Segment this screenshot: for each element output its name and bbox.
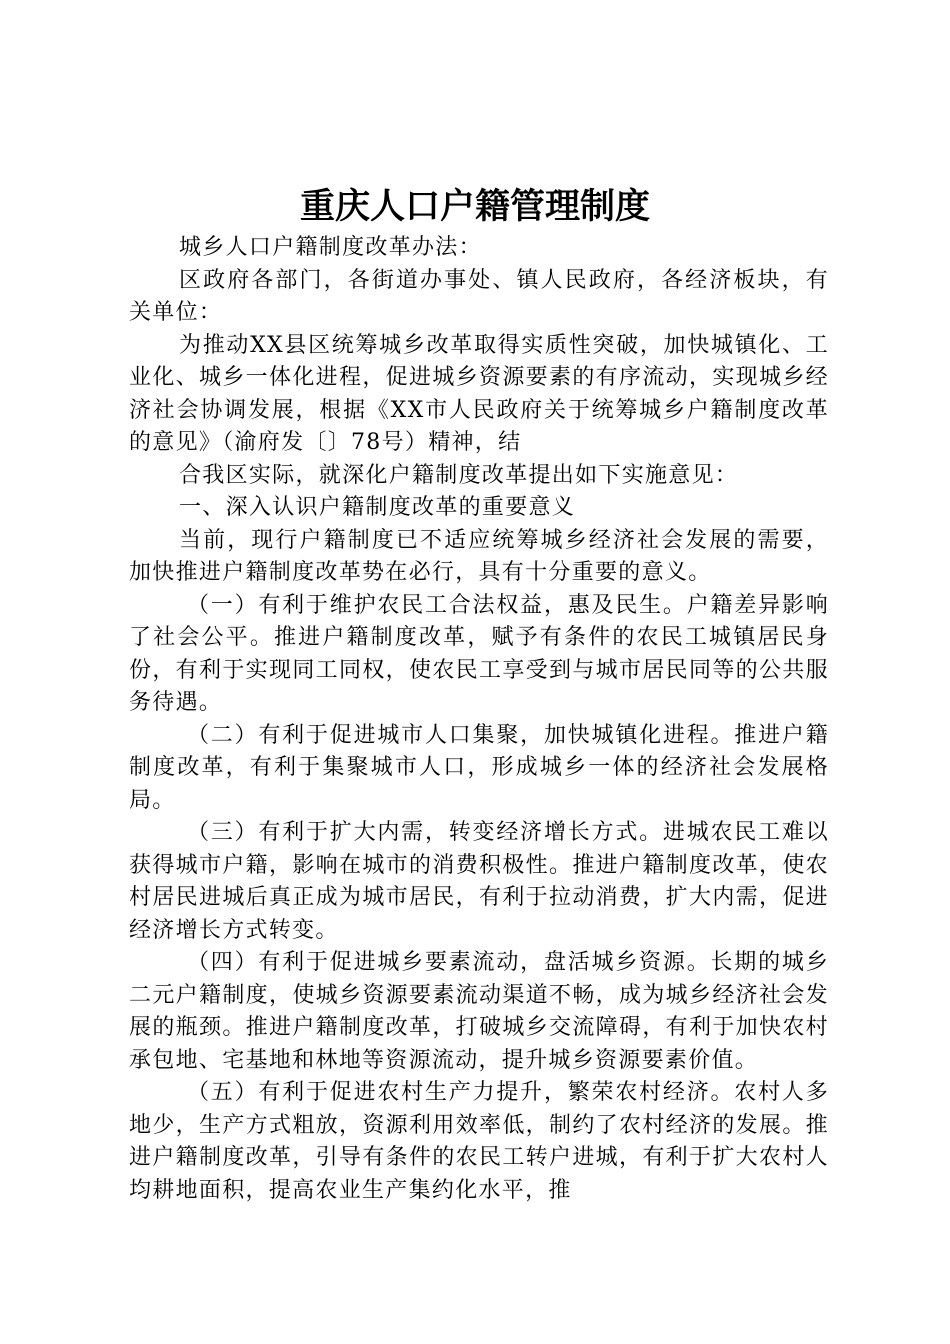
paragraph-purpose: 为推动XX县区统筹城乡改革取得实质性突破，加快城镇化、工业化、城乡一体化进程，促进城乡资源要素的有序流动，实现城乡经济社会协调发展，根据《XX市人民政府关于统筹城乡户籍制度改革的意见》（渝府发〔〕78号）精神，结	[129, 332, 829, 455]
section-heading-1: 一、深入认识户籍制度改革的重要意义	[179, 495, 576, 520]
document-title: 重庆人口户籍管理制度	[299, 186, 650, 227]
paragraph-purpose-continued: 合我区实际，就深化户籍制度改革提出如下实施意见：	[179, 462, 739, 488]
paragraph-point-1: （一）有利于维护农民工合法权益，惠及民生。户籍差异影响了社会公平。推进户籍制度改革，赋予有条件的农民工城镇居民身份，有利于实现同工同权，使农民工享受到与城市居民同等的公共服务待遇。	[129, 592, 829, 715]
paragraph-recipients: 区政府各部门，各街道办事处、镇人民政府，各经济板块，有关单位：	[129, 267, 829, 325]
paragraph-point-3: （三）有利于扩大内需，转变经济增长方式。进城农民工难以获得城市户籍，影响在城市的消费积极性。推进户籍制度改革，使农村居民进城后真正成为城市居民，有利于拉动消费，扩大内需，促进经济增长方式转变。	[129, 820, 829, 943]
paragraph-point-5: （五）有利于促进农村生产力提升，繁荣农村经济。农村人多地少，生产方式粗放，资源利用效率低，制约了农村经济的发展。推进户籍制度改革，引导有条件的农民工转户进城，有利于扩大农村人均耕地面积，提高农业生产集约化水平，推	[129, 1080, 829, 1203]
paragraph-point-4: （四）有利于促进城乡要素流动，盘活城乡资源。长期的城乡二元户籍制度，使城乡资源要素流动渠道不畅，成为城乡经济社会发展的瓶颈。推进户籍制度改革，打破城乡交流障碍，有利于加快农村承包地、宅基地和林地等资源流动，提升城乡资源要素价值。	[129, 950, 829, 1073]
paragraph-heading-method: 城乡人口户籍制度改革办法：	[179, 235, 482, 260]
document-body	[129, 232, 829, 1207]
paragraph-point-2: （二）有利于促进城市人口集聚，加快城镇化进程。推进户籍制度改革，有利于集聚城市人口，形成城乡一体的经济社会发展格局。	[129, 722, 829, 813]
paragraph-current-situation: 当前，现行户籍制度已不适应统筹城乡经济社会发展的需要，加快推进户籍制度改革势在必行，具有十分重要的意义。	[129, 527, 829, 585]
